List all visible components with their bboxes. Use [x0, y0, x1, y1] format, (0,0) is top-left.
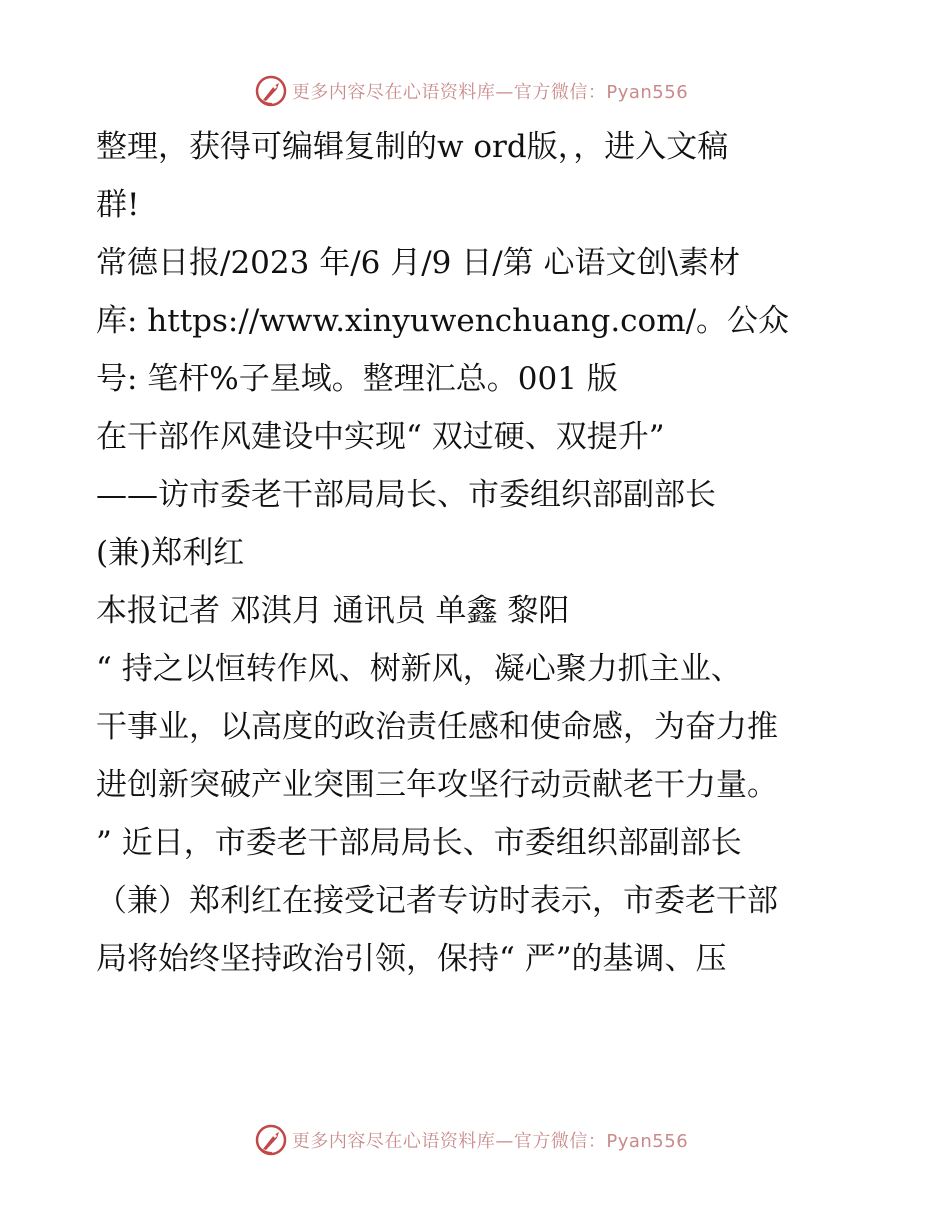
text-line-1: 整理，获得可编辑复制的w ord版，，进入文稿 [96, 129, 729, 165]
footer-watermark-banner [0, 1120, 950, 1160]
header-watermark-text: 更多内容尽在心语资料库—官方微信：Pyan556 [291, 82, 689, 103]
paragraph-line-6: 局将始终坚持政治引领，保持“ 严”的基调、压 [96, 941, 727, 977]
pen-nib-circle-icon [254, 74, 288, 108]
text-line-5: 号: 笔杆%子星域。整理汇总。001 版 [96, 361, 618, 397]
paragraph-line-4: ” 近日，市委老干部局局长、市委组织部副部长 [96, 825, 742, 861]
article-title: 在干部作风建设中实现“ 双过硬、双提升” [96, 419, 665, 455]
text-line-4: 库: https://www.xinyuwenchuang.com/。公众 [96, 303, 790, 339]
paragraph-line-3: 进创新突破产业突围三年攻坚行动贡献老干力量。 [96, 767, 778, 803]
header-watermark-banner [0, 71, 950, 111]
article-subtitle-line-1: ——访市委老干部局局长、市委组织部副部长 [96, 477, 716, 513]
footer-watermark-text: 更多内容尽在心语资料库—官方微信：Pyan556 [291, 1131, 689, 1152]
pen-nib-circle-icon [254, 1123, 288, 1157]
text-line-3: 常德日报/2023 年/6 月/9 日/第 心语文创\素材 [96, 245, 740, 281]
paragraph-line-1: “ 持之以恒转作风、树新风，凝心聚力抓主业、 [96, 651, 742, 687]
paragraph-line-5: （兼）郑利红在接受记者专访时表示，市委老干部 [96, 883, 778, 919]
text-line-2: 群! [96, 187, 140, 223]
paragraph-line-2: 干事业，以高度的政治责任感和使命感，为奋力推 [96, 709, 778, 745]
document-body [96, 118, 866, 988]
byline: 本报记者 邓淇月 通讯员 单鑫 黎阳 [96, 593, 570, 629]
header-watermark [254, 74, 688, 108]
footer-watermark [254, 1123, 688, 1157]
article-subtitle-line-2: (兼)郑利红 [96, 535, 245, 571]
